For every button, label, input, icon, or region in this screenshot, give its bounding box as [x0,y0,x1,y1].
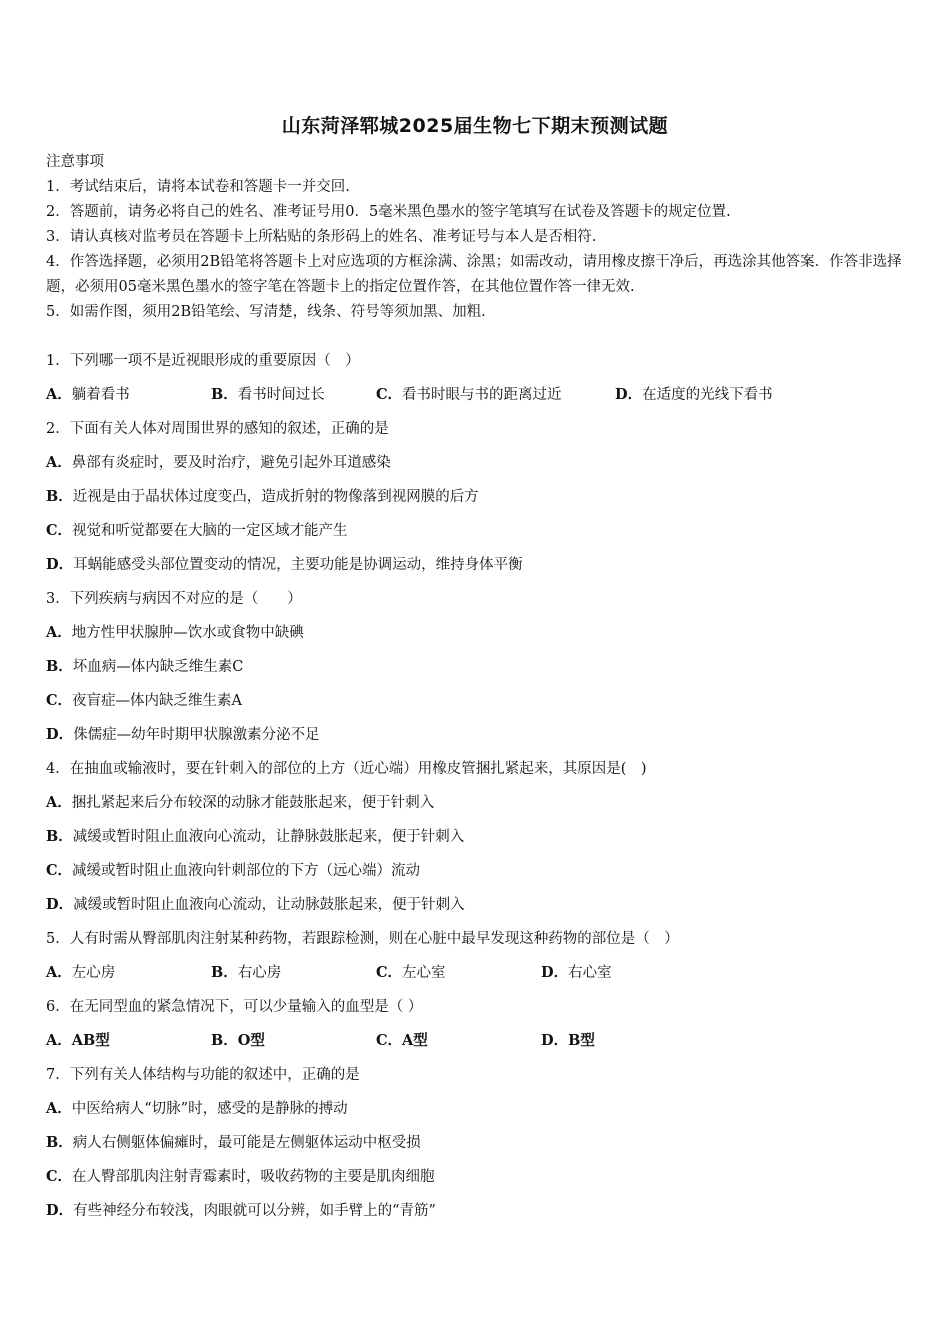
option-row [46,958,906,992]
question-stem: 3．下列疾病与病因不对应的是（ ） [46,591,302,607]
option-row [46,380,906,414]
question-stem: 4．在抽血或输液时，要在针刺入的部位的上方（近心端）用橡皮管捆扎紧起来，其原因是( ) [46,761,647,777]
question-stem: 7．下列有关人体结构与功能的叙述中，正确的是 [46,1067,360,1083]
page-title: 山东菏泽郓城2025届生物七下期末预测试题 [281,115,669,137]
note-item: 4．作答选择题，必须用2B铅笔将答题卡上对应选项的方框涂满、涂黑；如需改动，请用橡皮擦干净后，再选涂其他答案．作答非选择题，必须用05毫米黑色墨水的签字笔在答题卡上的指定位置作答，在其他位置作答一律无效. [46,254,902,295]
question-stem: 6．在无同型血的紧急情况下，可以少量输入的血型是（ ） [46,999,423,1015]
note-item: 3．请认真核对监考员在答题卡上所粘贴的条形码上的姓名、准考证号与本人是否相符. [46,229,597,245]
notes-heading: 注意事项 [46,154,104,170]
option-a: A．捆扎紧起来后分布较深的动脉才能鼓胀起来，便于针刺入 [46,794,435,811]
notes-section [46,150,906,325]
option-d: D．B型 [541,1032,595,1049]
question-stem: 1．下列哪一项不是近视眼形成的重要原因（ ） [46,353,360,369]
option-d: D．在适度的光线下看书 [615,386,773,403]
option-d: D．右心室 [541,964,612,981]
questions-section [46,346,906,1230]
option-a: A．中医给病人“切脉”时，感受的是静脉的搏动 [46,1100,348,1117]
option-b: B．近视是由于晶状体过度变凸，造成折射的物像落到视网膜的后方 [46,488,479,505]
option-b: B．坏血病—体内缺乏维生素C [46,658,244,675]
option-b: B．减缓或暂时阻止血液向心流动，让静脉鼓胀起来，便于针刺入 [46,828,465,845]
option-row [46,1026,906,1060]
option-d: D．侏儒症—幼年时期甲状腺激素分泌不足 [46,726,320,743]
option-b: B．病人右侧躯体偏瘫时，最可能是左侧躯体运动中枢受损 [46,1134,421,1151]
option-a: A．左心房 [46,964,116,981]
option-b: B．O型 [211,1032,265,1049]
option-c: C．A型 [376,1032,428,1049]
option-d: D．耳蜗能感受头部位置变动的情况，主要功能是协调运动，维持身体平衡 [46,556,523,573]
option-d: D．有些神经分布较浅，肉眼就可以分辨，如手臂上的“青筋” [46,1202,436,1219]
option-a: A．AB型 [46,1032,110,1049]
note-item: 2．答题前，请务必将自己的姓名、准考证号用0．5毫米黑色墨水的签字笔填写在试卷及答题卡的规定位置. [46,204,731,220]
question-stem: 2．下面有关人体对周围世界的感知的叙述，正确的是 [46,421,389,437]
option-c: C．减缓或暂时阻止血液向针刺部位的下方（远心端）流动 [46,862,421,879]
option-c: C．在人臀部肌肉注射青霉素时，吸收药物的主要是肌肉细胞 [46,1168,435,1185]
option-c: C．视觉和听觉都要在大脑的一定区域才能产生 [46,522,348,539]
note-item: 1．考试结束后，请将本试卷和答题卡一并交回. [46,179,350,195]
option-a: A．躺着看书 [46,386,130,403]
option-b: B．看书时间过长 [211,386,325,403]
option-c: C．左心室 [376,964,446,981]
option-a: A．鼻部有炎症时，要及时治疗，避免引起外耳道感染 [46,454,391,471]
option-b: B．右心房 [211,964,282,981]
option-d: D．减缓或暂时阻止血液向心流动，让动脉鼓胀起来，便于针刺入 [46,896,465,913]
question-stem: 5．人有时需从臀部肌肉注射某种药物，若跟踪检测，则在心脏中最早发现这种药物的部位是（ ） [46,931,679,947]
option-c: C．看书时眼与书的距离过近 [376,386,562,403]
option-a: A．地方性甲状腺肿—饮水或食物中缺碘 [46,624,304,641]
note-item: 5．如需作图，须用2B铅笔绘、写清楚，线条、符号等须加黑、加粗. [46,304,486,320]
option-c: C．夜盲症—体内缺乏维生素A [46,692,243,709]
